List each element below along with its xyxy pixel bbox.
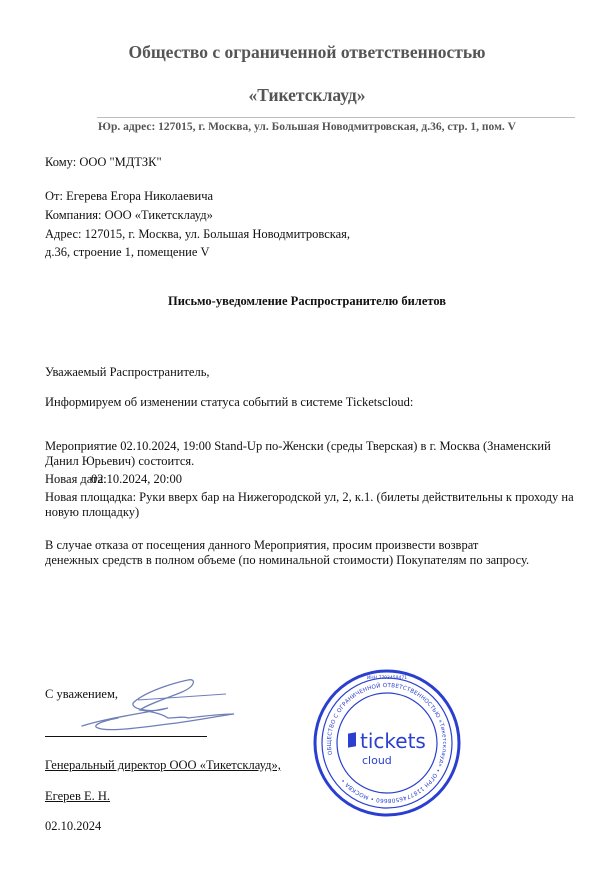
company-stamp-icon [312, 668, 462, 818]
company-name-line1: Общество с ограниченной ответственностью [128, 42, 486, 62]
stamp-brand-top: tickets [360, 729, 426, 753]
header-divider [97, 117, 575, 118]
signature-icon [78, 674, 238, 736]
signer-position: Генеральный директор ООО «Тикетсклауд», [45, 758, 281, 772]
new-venue-line1: Новая площадка: Руки вверх бар на Нижегородской ул, 2, к.1. (билеты действительны к проходу на [45, 490, 574, 504]
sender-address-line2: д.36, строение 1, помещение V [45, 245, 210, 259]
event-line2: Данил Юрьевич) состоится. [45, 454, 195, 468]
signer-name: Егерев Е. Н. [45, 789, 111, 803]
company-name-line2: «Тикетсклауд» [248, 85, 366, 105]
stamp-brand-bottom: cloud [362, 754, 392, 767]
greeting: Уважаемый Распространитель, [45, 365, 210, 379]
letter-date: 02.10.2024 [45, 819, 102, 833]
closing-regards: С уважением, [45, 687, 118, 701]
recipient: Кому: ООО "МДТЗК" [45, 155, 162, 169]
refund-line1: В случае отказа от посещения данного Мероприятия, просим произвести возврат [45, 538, 479, 552]
refund-line2: денежных средств в полном объеме (по номинальной стоимости) Покупателям по запросу. [45, 553, 530, 567]
sender-address-line1: Адрес: 127015, г. Москва, ул. Большая Новодмитровская, [45, 227, 351, 241]
signature-line [45, 736, 207, 737]
letter-title: Письмо-уведомление Распространителю билетов [167, 294, 447, 308]
new-date-label: Новая дата: [45, 472, 107, 486]
new-date [45, 471, 182, 488]
sender-from: От: Егерева Егора Николаевича [45, 189, 214, 203]
new-venue-line2: новую площадку) [45, 505, 140, 519]
legal-address: Юр. адрес: 127015, г. Москва, ул. Большая Новодмитровская, д.36, стр. 1, пом. V [98, 121, 516, 133]
stamp-inn-text: ИНН 7703459471 [366, 676, 408, 681]
new-date-value: 02.10.2024, 20:00 [91, 472, 182, 486]
stamp-logo-mark-icon [348, 732, 356, 747]
intro: Информируем об изменении статуса событий в системе Ticketscloud: [45, 395, 414, 409]
stamp-ring-text: ОБЩЕСТВО С ОГРАНИЧЕННОЙ ОТВЕТСТВЕННОСТЬЮ «Тикетсклауд» • ОГРН 1187746508660 • МОСКВА • [326, 682, 448, 804]
sender-company: Компания: ООО «Тикетсклауд» [45, 208, 213, 222]
event-line1: Мероприятие 02.10.2024, 19:00 Stand-Up по-Женски (среды Тверская) в г. Москва (Знаменский [45, 439, 551, 453]
